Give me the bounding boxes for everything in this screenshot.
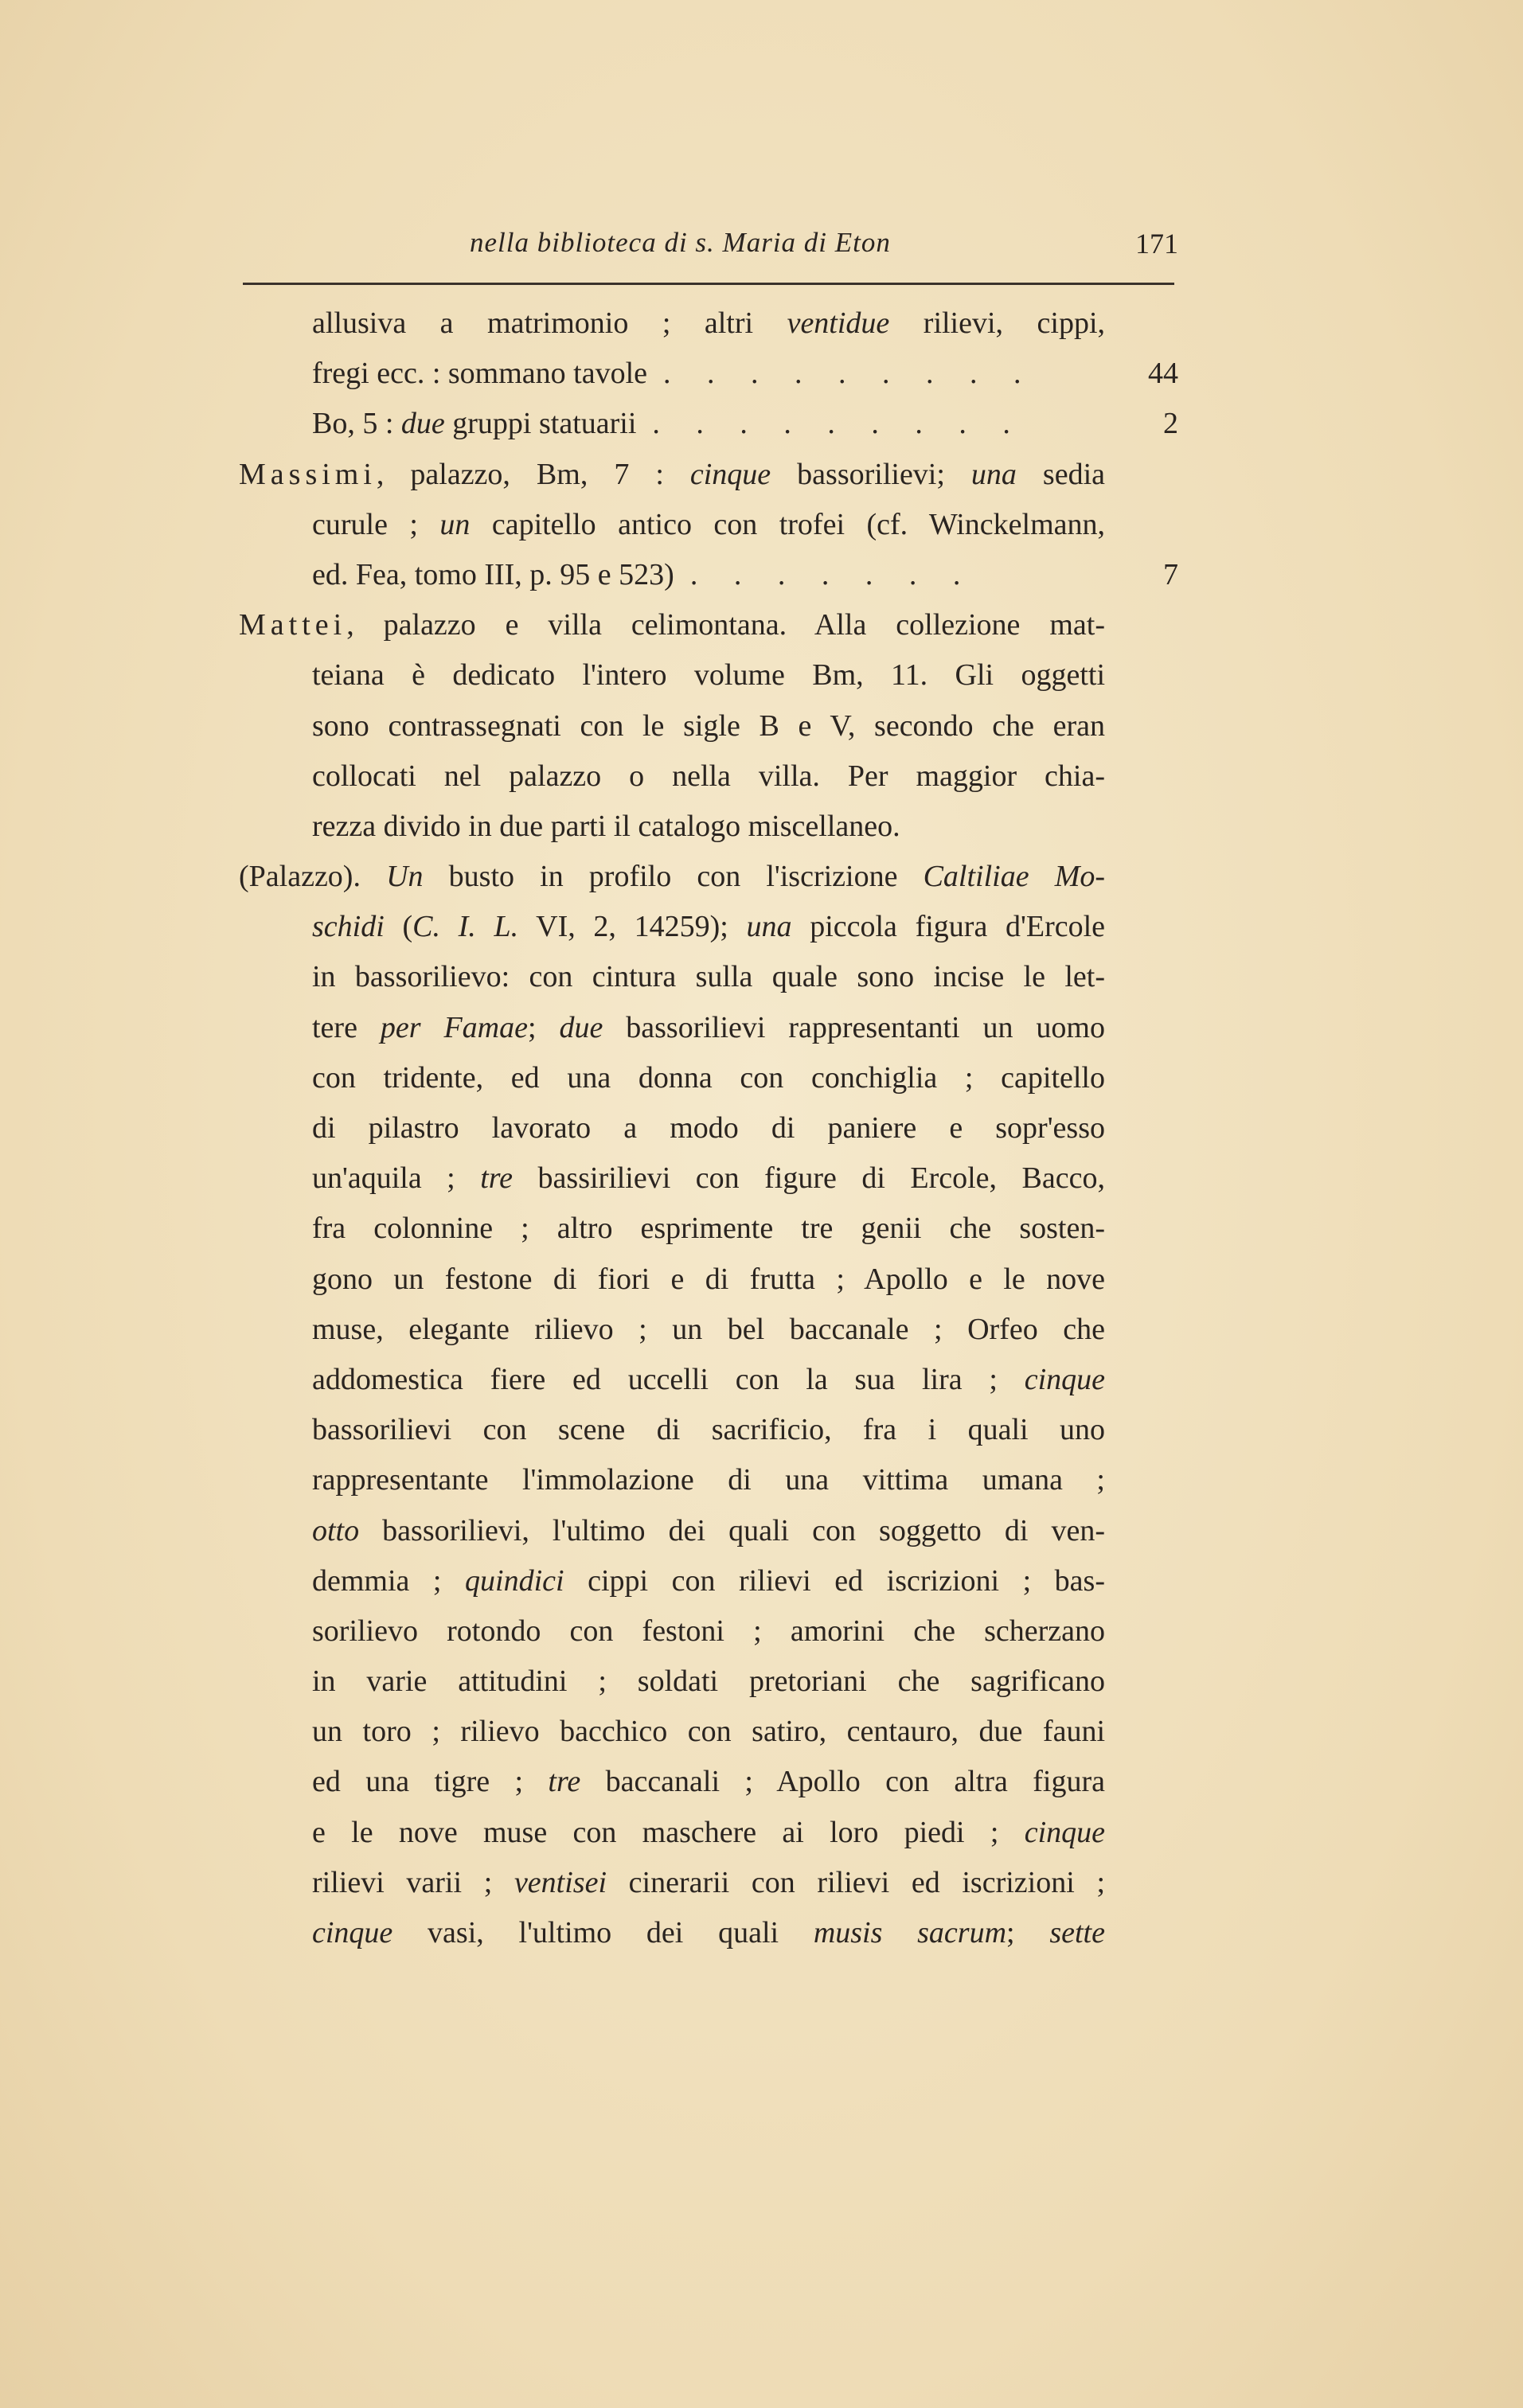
text-line: otto bassorilievi, l'ultimo dei quali con soggetto di ven- [312,1513,1105,1547]
text-line: fra colonnine ; altro esprimente tre genii che sosten- [312,1212,1105,1246]
text-line: demmia ; quindici cippi con rilievi ed iscrizioni ; bas- [312,1563,1105,1598]
text-line: muse, elegante rilievo ; un bel baccanale ; Orfeo che [312,1312,1105,1346]
entry-heading-line: Mattei, palazzo e villa celimontana. Alla collezione mat- [239,608,1105,642]
text-line: rezza divido in due parti il catalogo miscellaneo. [312,809,900,843]
text-line: un toro ; rilievo bacchico con satiro, centauro, due fauni [312,1715,1105,1749]
text-line: un'aquila ; tre bassirilievi con figure di Ercole, Bacco, [312,1161,1105,1196]
text-line: sorilievo rotondo con festoni ; amorini che scherzano [312,1614,1105,1648]
entry-heading-line: Massimi, palazzo, Bm, 7 : cinque bassorilievi; una sedia [239,457,1105,491]
text-line: curule ; un capitello antico con trofei (cf. Winckelmann, [312,507,1105,541]
text-line: rappresentante l'immolazione di una vittima umana ; [312,1463,1105,1497]
text-line: (Palazzo). Un busto in profilo con l'iscrizione Caltiliae Mo- [239,860,1106,894]
text-line: gono un festone di fiori e di frutta ; Apollo e le nove [312,1262,1105,1296]
text-line: collocati nel palazzo o nella villa. Per maggior chia- [312,759,1105,793]
entry-name: Mattei [239,608,347,642]
text-line: bassorilievi con scene di sacrificio, fra i quali uno [312,1413,1105,1447]
header-rule [243,283,1174,285]
line-total: 2 [1163,407,1178,441]
text-line: cinque vasi, l'ultimo dei quali musis sacrum; sette [312,1916,1105,1949]
text-line: teiana è dedicato l'intero volume Bm, 11. Gli oggetti [312,658,1105,693]
text-line: in bassorilievo: con cintura sulla quale sono incise le let- [312,960,1105,994]
text-line: addomestica fiere ed uccelli con la sua lira ; cinque [312,1362,1105,1396]
text-line: e le nove muse con maschere ai loro piedi ; cinque [312,1815,1105,1849]
page-number: 171 [1135,228,1178,260]
running-head [239,227,1178,275]
dot-leader: . . . . . . . . . [652,407,1025,441]
text-line: di pilastro lavorato a modo di paniere e sopr'esso [312,1111,1105,1145]
text-line: in varie attitudini ; soldati pretoriani che sagrificano [312,1665,1105,1699]
line-total: 7 [1163,557,1178,591]
dot-leader: . . . . . . . . . [663,357,1036,391]
text-line: sono contrassegnati con le sigle B e V, secondo che eran [312,708,1105,743]
text-line-with-total: ed. Fea, tomo III, p. 95 e 523) . . . . . . . 7 [239,550,1178,600]
line-total: 44 [1148,357,1178,391]
text-line: schidi (C. I. L. VI, 2, 14259); una piccola figura d'Ercole [312,910,1106,944]
text-line: allusiva a matrimonio ; altri ventidue rilievi, cippi, [312,306,1106,340]
dot-leader: . . . . . . . [689,557,975,591]
text-line-with-total: Bo, 5 : due gruppi statuarii . . . . . . . . . 2 [239,399,1178,449]
running-title: nella biblioteca di s. Maria di Eton [470,227,891,258]
body-text [239,299,1178,1958]
text-line: ed una tigre ; tre baccanali ; Apollo con altra figura [312,1765,1105,1799]
text-line: con tridente, ed una donna con conchiglia ; capitello [312,1060,1105,1095]
text-line-with-total: fregi ecc. : sommano tavole . . . . . . . . . 44 [239,349,1178,399]
text-line: rilievi varii ; ventisei cinerarii con rilievi ed iscrizioni ; [312,1865,1105,1899]
text-line: tere per Famae; due bassorilievi rappresentanti un uomo [312,1010,1105,1044]
entry-name: Massimi [239,457,377,491]
